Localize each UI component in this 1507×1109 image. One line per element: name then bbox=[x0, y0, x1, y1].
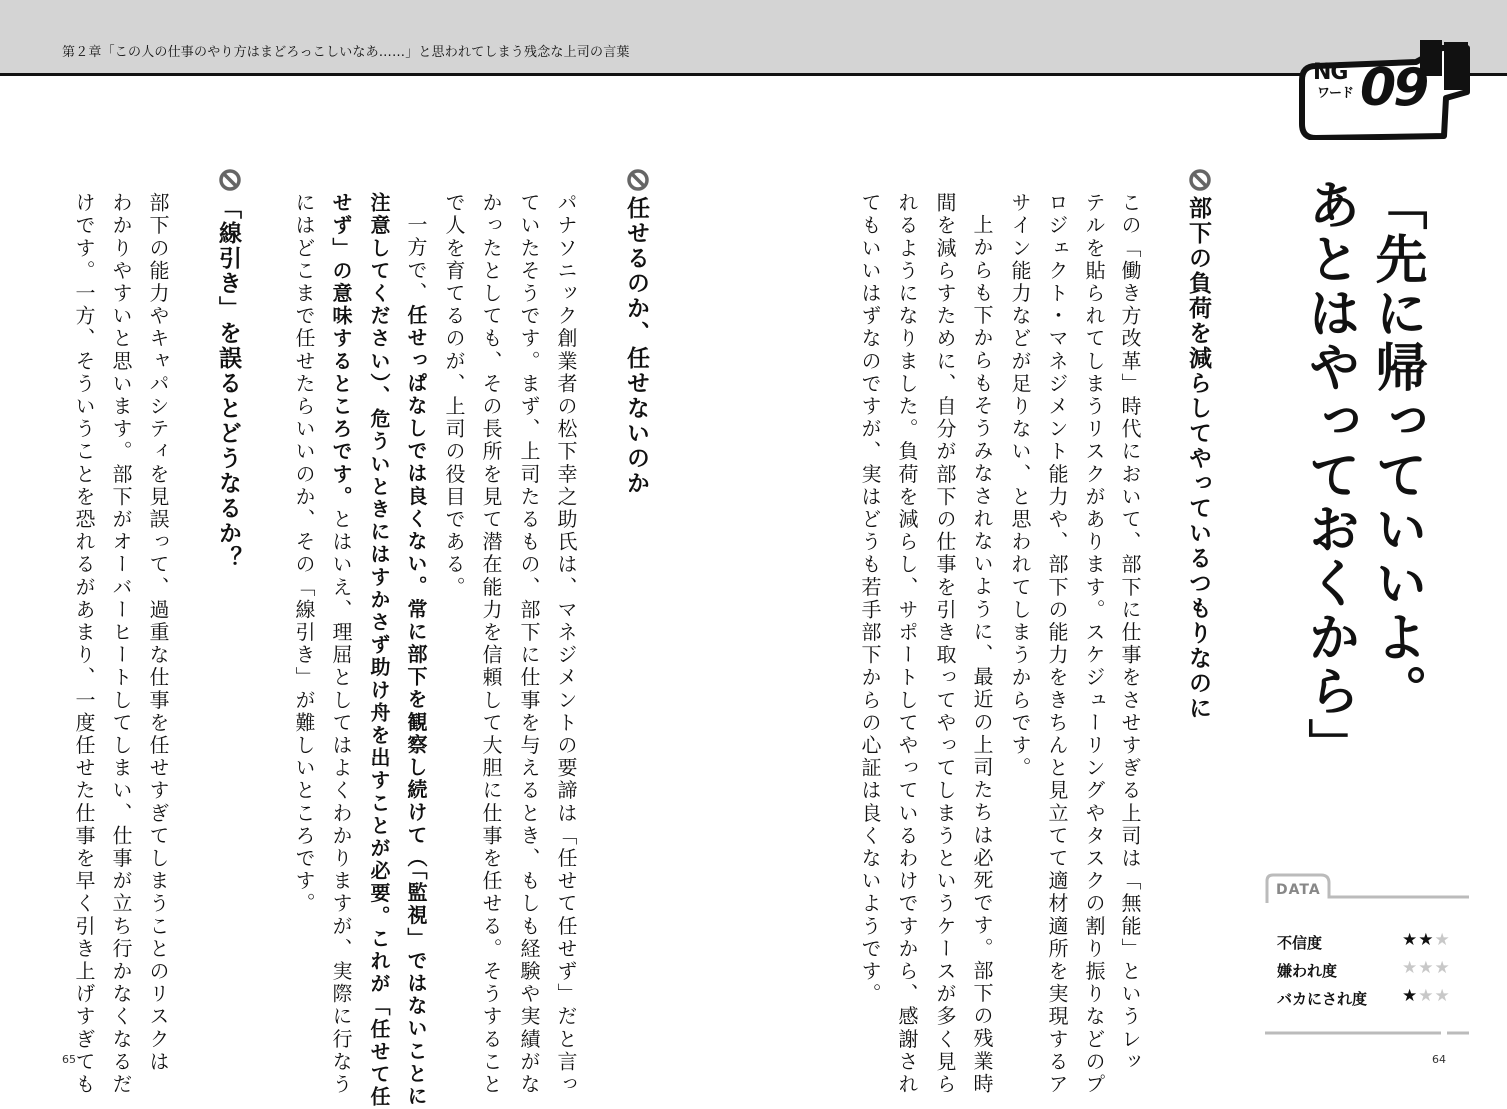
body-line: けです。一方、そういうことを恐れるがあまり、一度任せた仕事を早く引き上げすぎても bbox=[72, 192, 96, 1096]
prohibited-icon bbox=[1188, 168, 1212, 192]
data-row-name: 不信度 bbox=[1277, 934, 1323, 952]
ng-word-label: ワード bbox=[1317, 86, 1354, 101]
title-line-1: 「先に帰っていいよ。 bbox=[1366, 178, 1426, 718]
page-number-left: 65 bbox=[62, 1053, 76, 1066]
body-line: 一方で、任せっぱなしでは良くない。常に部下を観察し続けて（「監視」ではないことに bbox=[404, 214, 428, 1109]
star-empty-icon: ★ bbox=[1418, 986, 1435, 1006]
prohibited-icon bbox=[218, 168, 242, 192]
body-line: 間を減らすために、自分が部下の仕事を引き取ってやってしまうというケースが多く見ら bbox=[933, 192, 957, 1096]
data-label: DATA bbox=[1276, 882, 1321, 898]
body-line: ていたそうです。まず、上司たるもの、部下に仕事を与えるとき、もしも経験や実績がな bbox=[517, 192, 541, 1096]
body-line: サイン能力などが足りない、と思われてしまうからです。 bbox=[1008, 192, 1032, 780]
star-filled-icon: ★ bbox=[1402, 930, 1419, 950]
star-filled-icon: ★ bbox=[1418, 930, 1435, 950]
body-line: 上からも下からもそうみなされないように、最近の上司たちは必死です。部下の残業時 bbox=[970, 214, 994, 1096]
body-line: ロジェクト・マネジメント能力や、部下の能力をきちんと見立てて適材適所を実現するア bbox=[1045, 192, 1069, 1096]
section-heading: 部下の負荷を減らしてやっているつもりなのに bbox=[1185, 196, 1211, 721]
page-number-right: 64 bbox=[1432, 1053, 1446, 1066]
section-heading: 任せるのか、任せないのか bbox=[623, 196, 649, 496]
body-line: で人を育てるのが、上司の役目である。 bbox=[442, 192, 466, 599]
body-line: てもいいはずなのですが、実はどうも若手部下からの心証は良くないようです。 bbox=[858, 192, 882, 1006]
star-empty-icon: ★ bbox=[1402, 958, 1419, 978]
body-line: れるようになりました。負荷を減らし、サポートしてやっているわけですから、感謝され bbox=[895, 192, 919, 1096]
body-line: 部下の能力やキャパシティを見誤って、過重な仕事を任せすぎてしまうことのリスクは bbox=[146, 192, 170, 1074]
ng-number: 09 bbox=[1360, 58, 1427, 118]
star-rating bbox=[1402, 958, 1451, 978]
body-line: この「働き方改革」時代において、部下に仕事をさせすぎる上司は「無能」というレッ bbox=[1118, 192, 1142, 1074]
body-line: パナソニック創業者の松下幸之助氏は、マネジメントの要諦は「任せて任せず」だと言っ bbox=[554, 192, 578, 1096]
star-empty-icon: ★ bbox=[1434, 958, 1451, 978]
body-line: にはどこまで任せたらいいのか、その「線引き」が難しいところです。 bbox=[292, 192, 316, 916]
title-line-2: あとはやっておくから」 bbox=[1299, 178, 1359, 772]
star-filled-icon: ★ bbox=[1402, 986, 1419, 1006]
data-row-name: 嫌われ度 bbox=[1277, 962, 1338, 980]
data-row-name: バカにされ度 bbox=[1277, 990, 1368, 1008]
star-empty-icon: ★ bbox=[1434, 986, 1451, 1006]
star-empty-icon: ★ bbox=[1418, 958, 1435, 978]
star-rating bbox=[1402, 930, 1451, 950]
body-line: 注意してください）、危ういときにはすかさず助け舟を出すことが必要。これが「任せて任 bbox=[367, 192, 391, 1109]
chapter-header-band bbox=[0, 0, 1507, 76]
body-line: かったとしても、その長所を見て潜在能力を信頼して大胆に仕事を任せる。そうすること bbox=[479, 192, 503, 1096]
star-empty-icon: ★ bbox=[1434, 930, 1451, 950]
chapter-title: 第２章「この人の仕事のやり方はまどろっこしいなあ……」と思われてしまう残念な上司の言葉 bbox=[62, 45, 630, 60]
body-line: わかりやすいと思います。部下がオーバーヒートしてしまい、仕事が立ち行かなくなるだ bbox=[109, 192, 133, 1096]
section-heading: 「線引き」を誤るとどうなるか？ bbox=[215, 196, 241, 571]
prohibited-icon bbox=[626, 168, 650, 192]
body-line: せず」の意味するところです。とはいえ、理屈としてはよくわかりますが、実際に行なう bbox=[329, 192, 353, 1097]
star-rating bbox=[1402, 986, 1451, 1006]
body-line: テルを貼られてしまうリスクがあります。スケジューリングやタスクの割り振りなどのプ bbox=[1082, 192, 1106, 1096]
ng-label: NG bbox=[1313, 60, 1348, 85]
